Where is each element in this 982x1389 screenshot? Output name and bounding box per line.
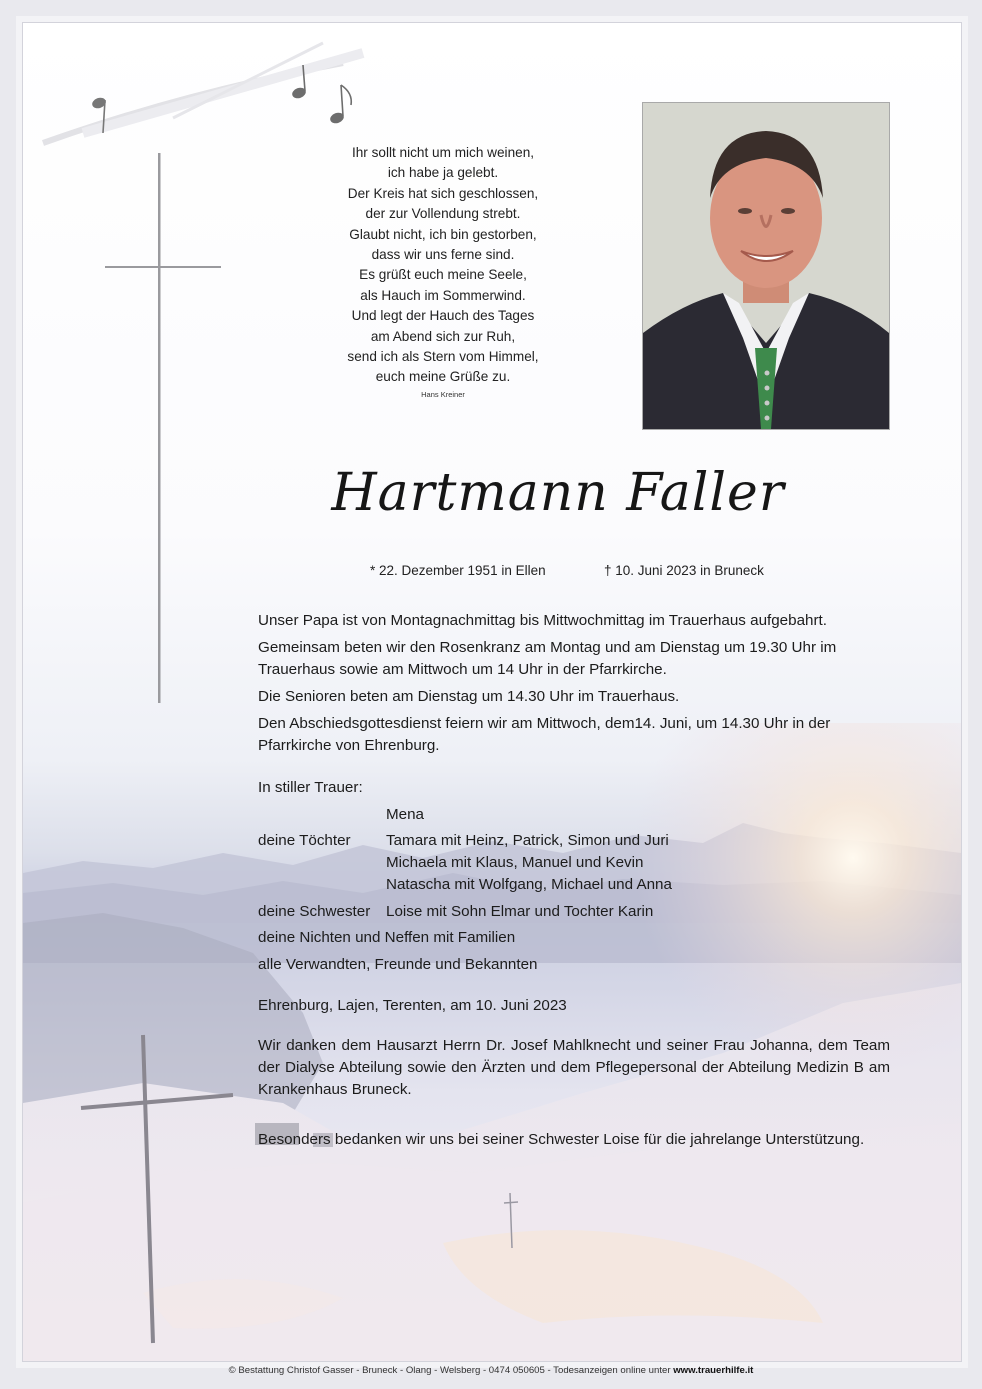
mourners-heading: In stiller Trauer: bbox=[258, 779, 363, 796]
mourner-row bbox=[258, 830, 890, 896]
deceased-name: Hartmann Faller bbox=[331, 463, 785, 523]
death-date: † 10. Juni 2023 in Bruneck bbox=[604, 563, 764, 578]
mourner-row bbox=[258, 901, 890, 927]
footer-link[interactable]: www.trauerhilfe.it bbox=[673, 1365, 754, 1376]
obituary-page bbox=[22, 22, 962, 1362]
nieces-entry: deine Nichten und Neffen mit Familien bbox=[258, 929, 516, 946]
sister-label: deine Schwester bbox=[258, 903, 371, 920]
mourners-list bbox=[258, 777, 890, 981]
sister-entry: Loise mit Sohn Elmar und Tochter Karin bbox=[386, 903, 654, 920]
memorial-poem bbox=[293, 143, 593, 401]
poem-line: Und legt der Hauch des Tages bbox=[351, 308, 535, 324]
announcement-wake: Unser Papa ist von Montagnachmittag bis Mittwochmittag im Trauerhaus aufgebahrt. bbox=[258, 612, 827, 629]
daughters-names bbox=[386, 830, 672, 896]
thanks-sister: Besonders bedanken wir uns bei seiner Schwester Loise für die jahrelange Unterstützung. bbox=[258, 1131, 865, 1148]
place-date: Ehrenburg, Lajen, Terenten, am 10. Juni 2023 bbox=[258, 997, 567, 1014]
footer-text: © Bestattung Christof Gasser - Bruneck - Olang - Welsberg - 0474 050605 - Todesanzeigen online unter bbox=[228, 1365, 671, 1376]
poem-line: Glaubt nicht, ich bin gestorben, bbox=[349, 226, 537, 242]
announcement-funeral: Den Abschiedsgottesdienst feiern wir am Mittwoch, dem14. Juni, um 14.30 Uhr in der Pfarrkirche von Ehrenburg. bbox=[258, 715, 831, 754]
relatives-entry: alle Verwandten, Freunde und Bekannten bbox=[258, 956, 538, 973]
poem-line: Ihr sollt nicht um mich weinen, bbox=[351, 145, 535, 160]
poem-line: dass wir uns ferne sind. bbox=[371, 247, 515, 263]
thanks-medical: Wir danken dem Hausarzt Herrn Dr. Josef Mahlknecht und seiner Frau Johanna, dem Team der Dialyse Abteilung sowie den Ärzten und dem Pflegepersonal der Abteilung Medizin B am Krankenhaus Bruneck. bbox=[258, 1037, 890, 1098]
poem-line: send ich als Stern vom Himmel, bbox=[347, 349, 539, 365]
announcement-seniors: Die Senioren beten am Dienstag um 14.30 Uhr im Trauerhaus. bbox=[258, 688, 680, 705]
poem-line: Es grüßt euch meine Seele, bbox=[359, 267, 527, 283]
poem-line: der zur Vollendung strebt. bbox=[365, 206, 521, 222]
obituary-body bbox=[258, 610, 890, 1156]
poem-line: ich habe ja gelebt. bbox=[387, 165, 499, 181]
portrait-illustration bbox=[643, 103, 889, 429]
footer-credit bbox=[22, 1365, 960, 1376]
daughter-entry: Tamara mit Heinz, Patrick, Simon und Juri bbox=[386, 832, 669, 849]
mourner-row bbox=[258, 804, 890, 830]
poem-line: euch meine Grüße zu. bbox=[375, 369, 511, 385]
birth-date: * 22. Dezember 1951 in Ellen bbox=[370, 563, 546, 578]
announcement-rosary: Gemeinsam beten wir den Rosenkranz am Montag und am Dienstag um 19.30 Uhr im Trauerhaus sowie am Mittwoch um 14 Uhr in der Pfarrkirche. bbox=[258, 639, 837, 678]
daughter-entry: Natascha mit Wolfgang, Michael und Anna bbox=[386, 876, 672, 893]
portrait-photo bbox=[642, 102, 890, 430]
daughter-entry: Michaela mit Klaus, Manuel und Kevin bbox=[386, 854, 644, 871]
spouse-name: Mena bbox=[386, 806, 424, 823]
poem-line: als Hauch im Sommerwind. bbox=[360, 287, 526, 303]
poem-author: Hans Kreiner bbox=[421, 389, 465, 399]
daughters-label: deine Töchter bbox=[258, 832, 351, 849]
poem-line: am Abend sich zur Ruh, bbox=[370, 328, 516, 344]
poem-line: Der Kreis hat sich geschlossen, bbox=[347, 185, 539, 201]
